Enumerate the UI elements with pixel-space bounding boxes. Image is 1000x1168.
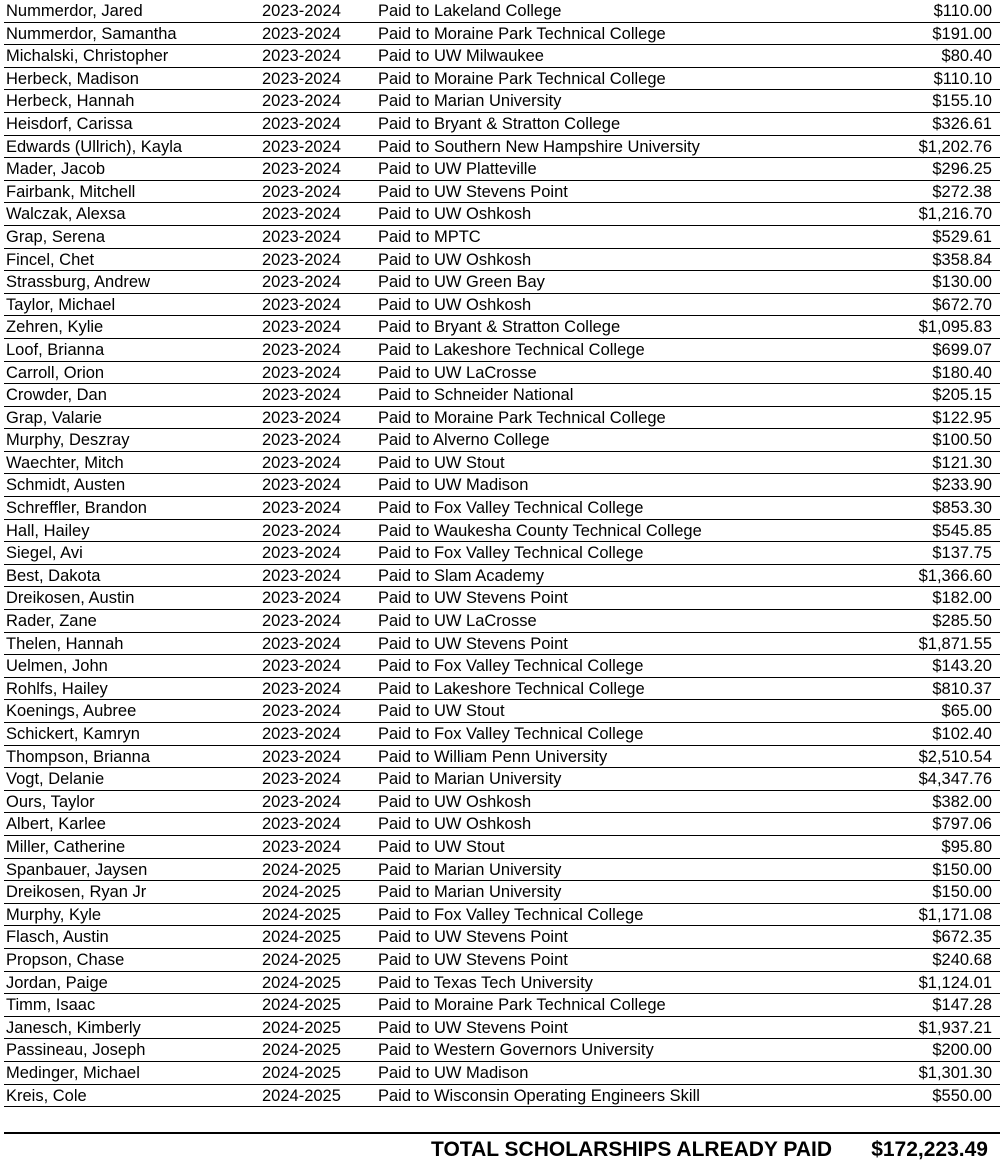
payment-amount: $1,301.30 — [918, 1063, 992, 1082]
school-year: 2023-2024 — [262, 679, 341, 698]
payment-amount: $326.61 — [932, 114, 992, 133]
table-row — [4, 791, 1000, 814]
recipient-name: Miller, Catherine — [6, 837, 126, 856]
table-row — [4, 1039, 1000, 1062]
payment-description: Paid to William Penn University — [378, 747, 608, 766]
table-row — [4, 723, 1000, 746]
table-row — [4, 565, 1000, 588]
payment-amount: $130.00 — [932, 273, 992, 292]
payment-amount: $95.80 — [941, 837, 992, 856]
recipient-name: Janesch, Kimberly — [6, 1018, 141, 1037]
table-row — [4, 655, 1000, 678]
payment-description: Paid to UW Oshkosh — [378, 205, 532, 224]
table-row — [4, 249, 1000, 272]
payment-amount: $1,871.55 — [918, 634, 992, 653]
payment-description: Paid to UW LaCrosse — [378, 363, 537, 382]
table-row — [4, 813, 1000, 836]
payment-description: Paid to UW LaCrosse — [378, 612, 537, 631]
recipient-name: Dreikosen, Ryan Jr — [6, 883, 147, 902]
table-row — [4, 384, 1000, 407]
payment-description: Paid to Fox Valley Technical College — [378, 657, 644, 676]
payment-description: Paid to UW Stevens Point — [378, 182, 568, 201]
payment-amount: $137.75 — [932, 544, 992, 563]
payment-description: Paid to UW Madison — [378, 1063, 529, 1082]
payment-description: Paid to Moraine Park Technical College — [378, 69, 666, 88]
school-year: 2024-2025 — [262, 973, 341, 992]
recipient-name: Schickert, Kamryn — [6, 725, 140, 743]
table-row — [4, 362, 1000, 385]
payment-amount: $810.37 — [932, 679, 992, 698]
school-year: 2023-2024 — [262, 205, 341, 224]
payment-amount: $1,171.08 — [918, 905, 992, 924]
payment-description: Paid to Slam Academy — [378, 566, 544, 585]
school-year: 2024-2025 — [262, 1063, 341, 1082]
table-row — [4, 23, 1000, 46]
school-year: 2023-2024 — [262, 47, 341, 66]
school-year: 2023-2024 — [262, 476, 341, 495]
payment-description: Paid to UW Stevens Point — [378, 928, 568, 947]
school-year: 2023-2024 — [262, 340, 341, 359]
payment-amount: $1,202.76 — [918, 137, 992, 156]
payment-amount: $155.10 — [932, 92, 992, 111]
recipient-name: Strassburg, Andrew — [6, 273, 150, 292]
payment-description: Paid to Moraine Park Technical College — [378, 408, 666, 427]
payment-amount: $672.35 — [932, 928, 992, 947]
table-row — [4, 474, 1000, 497]
payment-amount: $200.00 — [932, 1041, 992, 1060]
table-row — [4, 881, 1000, 904]
school-year: 2023-2024 — [262, 69, 341, 88]
payment-amount: $382.00 — [932, 792, 992, 811]
table-row — [4, 203, 1000, 226]
payment-description: Paid to UW Oshkosh — [378, 295, 532, 314]
table-row — [4, 949, 1000, 972]
school-year: 2023-2024 — [262, 318, 341, 337]
table-row — [4, 836, 1000, 859]
payment-description: Paid to Fox Valley Technical College — [378, 905, 644, 924]
school-year: 2023-2024 — [262, 815, 341, 834]
table-row — [4, 429, 1000, 452]
recipient-name: Mader, Jacob — [6, 160, 106, 179]
payment-amount: $100.50 — [932, 431, 992, 450]
recipient-name: Uelmen, John — [6, 657, 108, 676]
table-row — [4, 226, 1000, 249]
payment-description: Paid to MPTC — [378, 227, 481, 246]
recipient-name: Timm, Isaac — [6, 996, 96, 1015]
table-row — [4, 768, 1000, 791]
table-row — [4, 158, 1000, 181]
payment-amount: $545.85 — [932, 521, 992, 540]
payment-amount: $102.40 — [932, 725, 992, 743]
table-row — [4, 904, 1000, 927]
school-year: 2023-2024 — [262, 92, 341, 111]
school-year: 2023-2024 — [262, 634, 341, 653]
table-row — [4, 294, 1000, 317]
payment-description: Paid to Marian University — [378, 92, 562, 111]
payment-description: Paid to Marian University — [378, 883, 562, 902]
recipient-name: Rader, Zane — [6, 612, 97, 631]
recipient-name: Kreis, Cole — [6, 1086, 87, 1105]
school-year: 2024-2025 — [262, 1041, 341, 1060]
scholarship-table — [4, 0, 1000, 1107]
table-row — [4, 316, 1000, 339]
recipient-name: Taylor, Michael — [6, 295, 116, 314]
payment-amount: $672.70 — [932, 295, 992, 314]
payment-amount: $180.40 — [932, 363, 992, 382]
payment-amount: $1,095.83 — [918, 318, 992, 337]
payment-description: Paid to Wisconsin Operating Engineers Skill — [378, 1086, 700, 1105]
recipient-name: Ours, Taylor — [6, 792, 95, 811]
total-label: TOTAL SCHOLARSHIPS ALREADY PAID — [431, 1138, 832, 1161]
payment-amount: $1,366.60 — [918, 566, 992, 585]
payment-description: Paid to Marian University — [378, 860, 562, 879]
recipient-name: Thompson, Brianna — [6, 747, 150, 766]
recipient-name: Jordan, Paige — [6, 973, 108, 992]
recipient-name: Grap, Serena — [6, 227, 106, 246]
payment-description: Paid to Fox Valley Technical College — [378, 544, 644, 563]
payment-amount: $150.00 — [932, 860, 992, 879]
school-year: 2023-2024 — [262, 566, 341, 585]
payment-description: Paid to UW Stout — [378, 453, 505, 472]
table-row — [4, 678, 1000, 701]
school-year: 2023-2024 — [262, 250, 341, 269]
school-year: 2023-2024 — [262, 499, 341, 518]
table-row — [4, 271, 1000, 294]
recipient-name: Best, Dakota — [6, 566, 101, 585]
payment-description: Paid to Bryant & Stratton College — [378, 114, 621, 133]
school-year: 2024-2025 — [262, 883, 341, 902]
school-year: 2024-2025 — [262, 1018, 341, 1037]
table-row — [4, 994, 1000, 1017]
payment-description: Paid to UW Oshkosh — [378, 815, 532, 834]
recipient-name: Heisdorf, Carissa — [6, 114, 133, 133]
recipient-name: Schmidt, Austen — [6, 476, 126, 495]
payment-description: Paid to UW Stevens Point — [378, 589, 568, 608]
school-year: 2023-2024 — [262, 114, 341, 133]
recipient-name: Medinger, Michael — [6, 1063, 140, 1082]
school-year: 2023-2024 — [262, 453, 341, 472]
recipient-name: Hall, Hailey — [6, 521, 90, 540]
table-row — [4, 136, 1000, 159]
recipient-name: Schreffler, Brandon — [6, 499, 147, 518]
recipient-name: Crowder, Dan — [6, 386, 107, 405]
recipient-name: Herbeck, Madison — [6, 69, 139, 88]
school-year: 2023-2024 — [262, 408, 341, 427]
payment-amount: $285.50 — [932, 612, 992, 631]
table-row — [4, 520, 1000, 543]
table-row — [4, 452, 1000, 475]
school-year: 2024-2025 — [262, 950, 341, 969]
recipient-name: Nummerdor, Jared — [6, 2, 143, 20]
payment-amount: $80.40 — [941, 47, 992, 66]
table-row — [4, 181, 1000, 204]
recipient-name: Waechter, Mitch — [6, 453, 124, 472]
recipient-name: Vogt, Delanie — [6, 770, 105, 789]
school-year: 2023-2024 — [262, 273, 341, 292]
total-amount: $172,223.49 — [871, 1138, 988, 1161]
payment-amount: $529.61 — [932, 227, 992, 246]
payment-amount: $797.06 — [932, 815, 992, 834]
recipient-name: Passineau, Joseph — [6, 1041, 146, 1060]
payment-description: Paid to UW Platteville — [378, 160, 537, 179]
school-year: 2023-2024 — [262, 431, 341, 450]
table-row — [4, 610, 1000, 633]
recipient-name: Thelen, Hannah — [6, 634, 124, 653]
payment-amount: $110.00 — [933, 2, 992, 20]
school-year: 2024-2025 — [262, 860, 341, 879]
payment-description: Paid to UW Stevens Point — [378, 950, 568, 969]
payment-amount: $699.07 — [932, 340, 992, 359]
payment-amount: $4,347.76 — [918, 770, 992, 789]
recipient-name: Dreikosen, Austin — [6, 589, 135, 608]
payment-amount: $182.00 — [932, 589, 992, 608]
payment-amount: $2,510.54 — [918, 747, 992, 766]
table-row — [4, 1085, 1000, 1108]
table-row — [4, 45, 1000, 68]
payment-amount: $191.00 — [932, 24, 992, 43]
payment-description: Paid to Lakeshore Technical College — [378, 340, 645, 359]
school-year: 2023-2024 — [262, 837, 341, 856]
table-row — [4, 926, 1000, 949]
recipient-name: Nummerdor, Samantha — [6, 24, 177, 43]
recipient-name: Siegel, Avi — [6, 544, 83, 563]
recipient-name: Carroll, Orion — [6, 363, 105, 382]
school-year: 2024-2025 — [262, 905, 341, 924]
recipient-name: Koenings, Aubree — [6, 702, 137, 721]
school-year: 2023-2024 — [262, 725, 341, 743]
payment-amount: $1,124.01 — [918, 973, 992, 992]
school-year: 2023-2024 — [262, 160, 341, 179]
school-year: 2023-2024 — [262, 792, 341, 811]
payment-amount: $233.90 — [932, 476, 992, 495]
school-year: 2023-2024 — [262, 747, 341, 766]
table-row — [4, 0, 1000, 23]
table-row — [4, 633, 1000, 656]
payment-description: Paid to Marian University — [378, 770, 562, 789]
payment-amount: $121.30 — [932, 453, 992, 472]
school-year: 2023-2024 — [262, 657, 341, 676]
table-row — [4, 497, 1000, 520]
recipient-name: Herbeck, Hannah — [6, 92, 135, 111]
payment-description: Paid to UW Green Bay — [378, 273, 545, 292]
payment-amount: $550.00 — [932, 1086, 992, 1105]
payment-amount: $358.84 — [932, 250, 992, 269]
table-row — [4, 587, 1000, 610]
payment-description: Paid to Lakeland College — [378, 2, 562, 20]
table-row — [4, 339, 1000, 362]
payment-description: Paid to UW Madison — [378, 476, 529, 495]
school-year: 2023-2024 — [262, 386, 341, 405]
payment-description: Paid to UW Oshkosh — [378, 792, 532, 811]
school-year: 2024-2025 — [262, 996, 341, 1015]
payment-amount: $1,937.21 — [918, 1018, 992, 1037]
payment-description: Paid to Alverno College — [378, 431, 550, 450]
payment-description: Paid to UW Stevens Point — [378, 634, 568, 653]
recipient-name: Spanbauer, Jaysen — [6, 860, 148, 879]
total-divider — [4, 1132, 1000, 1134]
payment-amount: $1,216.70 — [918, 205, 992, 224]
recipient-name: Edwards (Ullrich), Kayla — [6, 137, 183, 156]
payment-description: Paid to Bryant & Stratton College — [378, 318, 621, 337]
payment-description: Paid to UW Stout — [378, 702, 505, 721]
recipient-name: Fincel, Chet — [6, 250, 95, 269]
recipient-name: Murphy, Kyle — [6, 905, 102, 924]
school-year: 2023-2024 — [262, 363, 341, 382]
payment-amount: $150.00 — [932, 883, 992, 902]
payment-description: Paid to Moraine Park Technical College — [378, 996, 666, 1015]
table-row — [4, 68, 1000, 91]
payment-description: Paid to Waukesha County Technical College — [378, 521, 702, 540]
payment-amount: $853.30 — [932, 499, 992, 518]
payment-description: Paid to Fox Valley Technical College — [378, 725, 644, 743]
payment-description: Paid to Fox Valley Technical College — [378, 499, 644, 518]
table-row — [4, 542, 1000, 565]
recipient-name: Propson, Chase — [6, 950, 125, 969]
table-row — [4, 859, 1000, 882]
table-row — [4, 972, 1000, 995]
school-year: 2023-2024 — [262, 702, 341, 721]
table-row — [4, 90, 1000, 113]
recipient-name: Walczak, Alexsa — [6, 205, 126, 224]
payment-description: Paid to Southern New Hampshire University — [378, 137, 700, 156]
school-year: 2023-2024 — [262, 544, 341, 563]
payment-amount: $143.20 — [932, 657, 992, 676]
payment-amount: $65.00 — [941, 702, 992, 721]
payment-description: Paid to Schneider National — [378, 386, 574, 405]
payment-description: Paid to UW Milwaukee — [378, 47, 544, 66]
table-row — [4, 700, 1000, 723]
recipient-name: Albert, Karlee — [6, 815, 106, 834]
school-year: 2023-2024 — [262, 24, 341, 43]
table-row — [4, 113, 1000, 136]
school-year: 2023-2024 — [262, 182, 341, 201]
school-year: 2023-2024 — [262, 295, 341, 314]
school-year: 2023-2024 — [262, 521, 341, 540]
recipient-name: Murphy, Deszray — [6, 431, 130, 450]
school-year: 2023-2024 — [262, 612, 341, 631]
payment-amount: $122.95 — [932, 408, 992, 427]
payment-amount: $110.10 — [933, 69, 992, 88]
recipient-name: Fairbank, Mitchell — [6, 182, 136, 201]
school-year: 2023-2024 — [262, 137, 341, 156]
payment-amount: $147.28 — [932, 996, 992, 1015]
school-year: 2023-2024 — [262, 227, 341, 246]
recipient-name: Loof, Brianna — [6, 340, 105, 359]
school-year: 2023-2024 — [262, 2, 341, 20]
payment-description: Paid to Texas Tech University — [378, 973, 593, 992]
payment-amount: $272.38 — [932, 182, 992, 201]
school-year: 2023-2024 — [262, 589, 341, 608]
payment-description: Paid to Western Governors University — [378, 1041, 654, 1060]
table-row — [4, 1017, 1000, 1040]
recipient-name: Michalski, Christopher — [6, 47, 169, 66]
recipient-name: Zehren, Kylie — [6, 318, 104, 337]
recipient-name: Rohlfs, Hailey — [6, 679, 108, 698]
recipient-name: Flasch, Austin — [6, 928, 109, 947]
school-year: 2024-2025 — [262, 1086, 341, 1105]
payment-amount: $205.15 — [932, 386, 992, 405]
payment-description: Paid to UW Stevens Point — [378, 1018, 568, 1037]
payment-description: Paid to UW Oshkosh — [378, 250, 532, 269]
payment-description: Paid to Moraine Park Technical College — [378, 24, 666, 43]
school-year: 2023-2024 — [262, 770, 341, 789]
total-row — [0, 1136, 1000, 1166]
recipient-name: Grap, Valarie — [6, 408, 102, 427]
payment-description: Paid to Lakeshore Technical College — [378, 679, 645, 698]
table-row — [4, 1062, 1000, 1085]
table-row — [4, 746, 1000, 769]
table-row — [4, 407, 1000, 430]
payment-amount: $240.68 — [932, 950, 992, 969]
payment-description: Paid to UW Stout — [378, 837, 505, 856]
payment-amount: $296.25 — [932, 160, 992, 179]
school-year: 2024-2025 — [262, 928, 341, 947]
